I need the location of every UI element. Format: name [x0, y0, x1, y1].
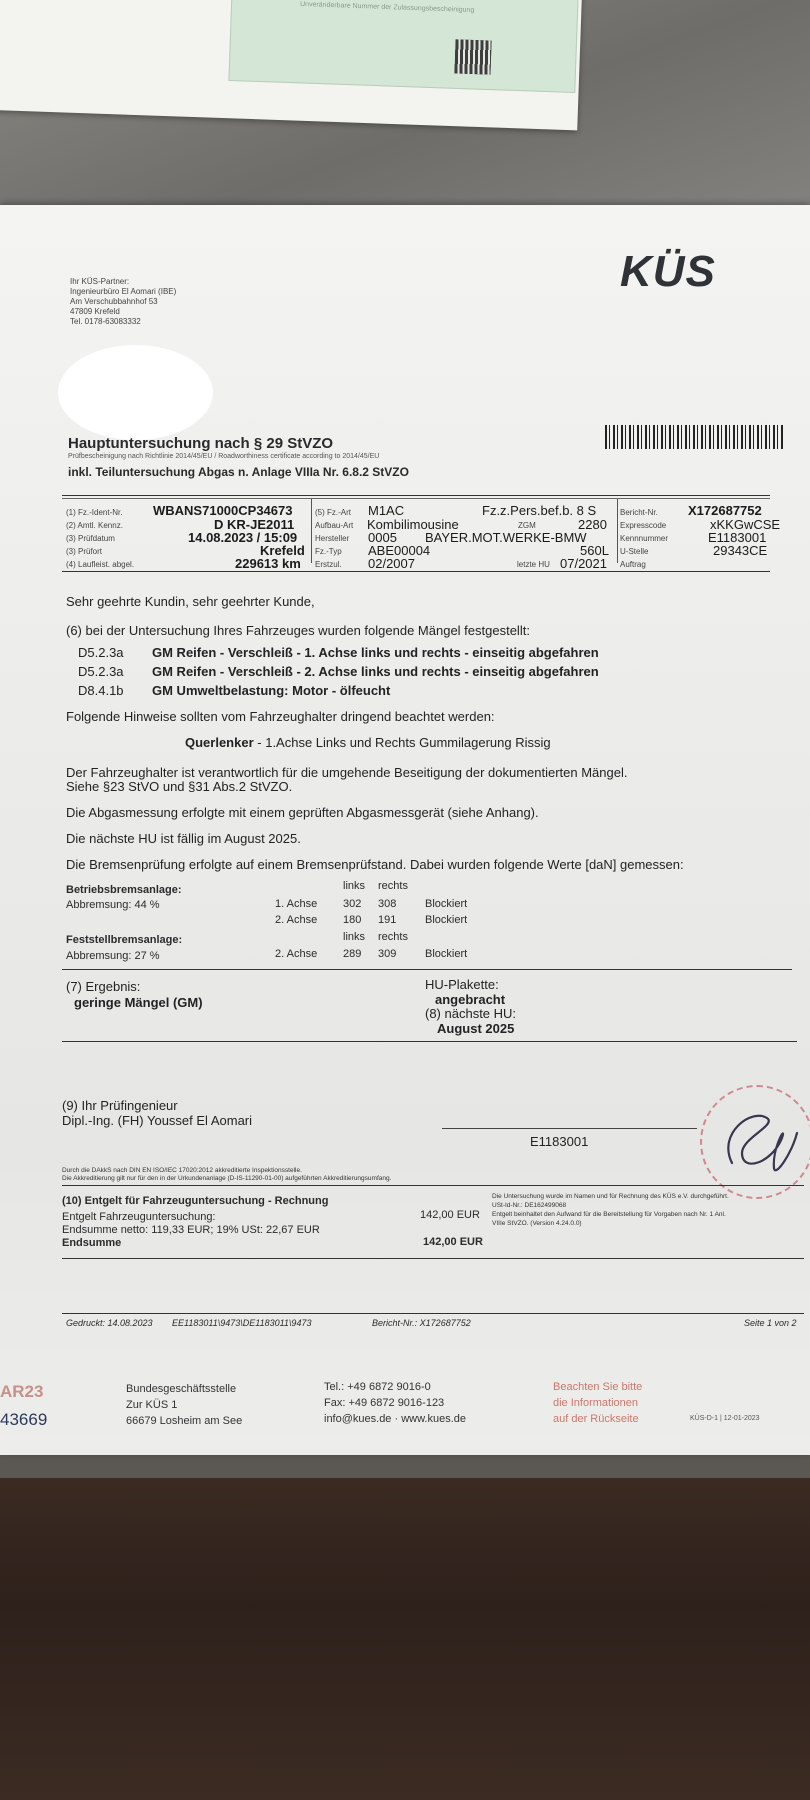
brake-col-left: links	[343, 931, 366, 943]
date-label: (3) Prüfdatum	[66, 534, 115, 543]
total-value: 142,00 EUR	[423, 1236, 483, 1248]
vehicle-type-value: ABE00004	[368, 543, 431, 558]
barcode-icon	[605, 425, 785, 449]
page-subtitle-2: inkl. Teiluntersuchung Abgas n. Anlage VIIIa Nr. 6.8.2 StVZO	[68, 465, 409, 479]
plate-value: D KR-JE2011	[214, 517, 295, 532]
invoice-title: (10) Entgelt für Fahrzeuguntersuchung - Rechnung	[62, 1195, 329, 1207]
parking-brake-title: Feststellbremsanlage:	[66, 934, 183, 946]
inspection-site-value: 29343CE	[713, 543, 768, 558]
plate-label: (2) Amtl. Kennz.	[66, 521, 123, 530]
divider	[62, 571, 770, 572]
divider	[62, 495, 770, 496]
signature-line	[442, 1128, 697, 1129]
manufacturer-name: BAYER.MOT.WERKE-BMW	[425, 530, 587, 545]
fee-label: Entgelt Fahrzeuguntersuchung:	[62, 1211, 216, 1223]
manufacturer-label: Hersteller	[315, 534, 350, 543]
mileage-value: 229613 km	[235, 556, 301, 571]
background-edge	[0, 1452, 810, 1478]
page-number: Seite 1 von 2	[744, 1318, 797, 1328]
footer-office: 66679 Losheim am See	[126, 1415, 243, 1427]
hint-line	[185, 735, 551, 750]
hint-detail: - 1.Achse Links und Rechts Gummilagerung Rissig	[253, 735, 551, 750]
mileage-label: (4) Laufleist. abgel.	[66, 560, 135, 569]
footer-office: Bundesgeschäftsstelle	[126, 1383, 237, 1395]
sender-line: Am Verschubbahnhof 53	[70, 297, 158, 306]
vehicle-class-label: (5) Fz.-Art	[315, 508, 351, 517]
express-code-label: Expresscode	[620, 521, 667, 530]
responsibility-line: Der Fahrzeughalter ist verantwortlich für die umgehende Beseitigung der dokumentierten Mängel.	[66, 765, 628, 780]
divider	[62, 1313, 804, 1314]
signature-icon	[712, 1093, 802, 1188]
engineer-label: (9) Ihr Prüfingenieur	[62, 1098, 178, 1113]
location-label: (3) Prüfort	[66, 547, 103, 556]
engineer-id: E1183001	[530, 1134, 589, 1149]
invoice-note: Entgelt beinhaltet den Aufwand für die Bereitstellung für Vorgaben nach Nr. 1 Anl.	[492, 1211, 726, 1218]
variant-value: 560L	[580, 543, 609, 558]
responsibility-line: Siehe §23 StVO und §31 Abs.2 StVZO.	[66, 779, 293, 794]
body-type-value: Kombilimousine	[367, 517, 459, 532]
sender-line: Ingenieurbüro El Aomari (IBE)	[70, 287, 177, 296]
brake-right-value: 191	[378, 914, 397, 926]
invoice-note: Die Untersuchung wurde im Namen und für Rechnung des KÜS e.V. durchgeführt.	[492, 1193, 729, 1200]
divider	[62, 498, 770, 499]
service-brake-title: Betriebsbremsanlage:	[66, 884, 182, 896]
print-report-no: Bericht-Nr.: X172687752	[372, 1318, 471, 1328]
net-summary: Endsumme netto: 119,33 EUR; 19% USt: 22,67 EUR	[62, 1224, 320, 1236]
result-value: geringe Mängel (GM)	[74, 995, 203, 1010]
divider	[62, 1258, 804, 1259]
divider	[62, 1185, 804, 1186]
footer-side-code: AR23	[0, 1382, 44, 1401]
redaction-blob	[58, 345, 213, 440]
defect-text: GM Reifen - Verschleiß - 2. Achse links und rechts - einseitig abgefahren	[152, 664, 599, 679]
id-number-label: Kennnummer	[620, 534, 669, 543]
divider	[62, 1041, 797, 1042]
service-brake-decel: Abbremsung: 44 %	[66, 899, 160, 911]
id-number-value: E1183001	[708, 530, 767, 545]
footer-side-zip: 43669	[0, 1410, 48, 1429]
first-registration-label: Erstzul.	[315, 560, 342, 569]
exhaust-note: Die Abgasmessung erfolgte mit einem geprüften Abgasmessgerät (siehe Anhang).	[66, 805, 539, 820]
location-value: Krefeld	[260, 543, 305, 558]
gross-weight-label: ZGM	[518, 521, 536, 530]
first-registration-value: 02/2007	[368, 556, 415, 571]
page-title: Hauptuntersuchung nach § 29 StVZO	[68, 435, 334, 452]
last-hu-label: letzte HU	[517, 560, 550, 569]
accreditation-line: Durch die DAkkS nach DIN EN ISO/IEC 17020:2012 akkreditierte Inspektionsstelle.	[62, 1167, 302, 1174]
hint-component: Querlenker	[185, 735, 254, 750]
report-no-label: Bericht-Nr.	[620, 508, 658, 517]
invoice-note: USt-Id-Nr.: DE162499068	[492, 1202, 567, 1209]
brake-left-value: 180	[343, 914, 362, 926]
defect-text: GM Reifen - Verschleiß - 1. Achse links und rechts - einseitig abgefahren	[152, 645, 599, 660]
defect-code: D5.2.3a	[78, 664, 124, 679]
defect-text: GM Umweltbelastung: Motor - ölfeucht	[152, 683, 391, 698]
brake-right-value: 309	[378, 948, 397, 960]
parking-brake-decel: Abbremsung: 27 %	[66, 950, 160, 962]
order-label: Auftrag	[620, 560, 646, 569]
brake-status: Blockiert	[425, 948, 468, 960]
brake-col-left: links	[343, 880, 366, 892]
divider	[617, 499, 618, 563]
footer-fax: Fax: +49 6872 9016-123	[324, 1397, 445, 1409]
seats-value: Fz.z.Pers.bef.b. 8 S	[482, 503, 597, 518]
plakette-value: angebracht	[435, 992, 506, 1007]
defects-intro: (6) bei der Untersuchung Ihres Fahrzeuges wurden folgende Mängel festgestellt:	[66, 623, 530, 638]
footer-tel: Tel.: +49 6872 9016-0	[324, 1381, 431, 1393]
page-subtitle: Prüfbescheinigung nach Richtlinie 2014/45/EU / Roadworthiness certificate according to 2014/45/EU	[68, 453, 380, 460]
footer-note: die Informationen	[553, 1397, 638, 1409]
result-label: (7) Ergebnis:	[66, 979, 141, 994]
sender-line: Ihr KÜS-Partner:	[70, 277, 130, 286]
defect-code: D8.4.1b	[78, 683, 124, 698]
date-value: 14.08.2023 / 15:09	[188, 530, 298, 545]
greeting: Sehr geehrte Kundin, sehr geehrter Kunde,	[66, 594, 315, 609]
inspection-site-label: U-Stelle	[620, 547, 649, 556]
print-codes: EE1183011\9473\DE1183011\9473	[172, 1318, 312, 1328]
manufacturer-code: 0005	[368, 530, 397, 545]
vin-label: (1) Fz.-Ident-Nr.	[66, 508, 123, 517]
brake-axle: 2. Achse	[275, 914, 318, 926]
divider	[62, 969, 792, 970]
brake-intro: Die Bremsenprüfung erfolgte auf einem Bremsenprüfstand. Dabei wurden folgende Werte [daN] gemessen:	[66, 857, 684, 872]
vin-value: WBANS71000CP34673	[153, 503, 293, 518]
next-hu-label: (8) nächste HU:	[425, 1006, 517, 1021]
defect-code: D5.2.3a	[78, 645, 124, 660]
form-number: KÜS-D-1 | 12-01-2023	[690, 1415, 760, 1422]
kues-logo: KÜS	[620, 247, 716, 296]
brake-col-right: rechts	[378, 931, 408, 943]
total-label: Endsumme	[62, 1237, 122, 1249]
body-type-label: Aufbau-Art	[315, 521, 354, 530]
gross-weight-value: 2280	[578, 517, 607, 532]
fee-value: 142,00 EUR	[420, 1209, 480, 1221]
brake-axle: 2. Achse	[275, 948, 318, 960]
inspection-document	[0, 205, 810, 1455]
sender-line: Tel. 0178-63083332	[70, 317, 141, 326]
brake-status: Blockiert	[425, 914, 468, 926]
brake-status: Blockiert	[425, 898, 468, 910]
plakette-label: HU-Plakette:	[425, 977, 499, 992]
brake-left-value: 289	[343, 948, 362, 960]
express-code-value: xKKGwCSE	[710, 517, 781, 532]
brake-right-value: 308	[378, 898, 397, 910]
footer-office: Zur KÜS 1	[126, 1399, 178, 1411]
brake-axle: 1. Achse	[275, 898, 318, 910]
footer-web: info@kues.de · www.kues.de	[324, 1413, 467, 1425]
footer-note: auf der Rückseite	[553, 1413, 639, 1425]
qr-code-icon	[454, 39, 491, 74]
accreditation-line: Die Akkreditierung gilt nur für den in der Urkundenanlage (D-IS-11290-01-00) aufgeführten Akkreditierungsumfang.	[62, 1175, 392, 1182]
background-green-card	[228, 0, 578, 93]
engineer-name: Dipl.-Ing. (FH) Youssef El Aomari	[62, 1113, 253, 1128]
last-hu-value: 07/2021	[560, 556, 607, 571]
sender-line: 47809 Krefeld	[70, 307, 120, 316]
brake-left-value: 302	[343, 898, 362, 910]
report-no-value: X172687752	[688, 503, 762, 518]
footer-note: Beachten Sie bitte	[553, 1381, 643, 1393]
background-table	[0, 1478, 810, 1800]
next-hu-value: August 2025	[437, 1021, 515, 1036]
next-hu-note: Die nächste HU ist fällig im August 2025.	[66, 831, 301, 846]
brake-col-right: rechts	[378, 880, 408, 892]
printed-date: Gedruckt: 14.08.2023	[66, 1318, 153, 1328]
hints-intro: Folgende Hinweise sollten vom Fahrzeughalter dringend beachtet werden:	[66, 709, 495, 724]
invoice-note: VIIIe StVZO. (Version 4.24.0.0)	[492, 1220, 582, 1227]
background-paper-text: Unveränderbare Nummer der Zulassungsbescheinigung	[299, 0, 475, 15]
vehicle-class-value: M1AC	[368, 503, 405, 518]
divider	[311, 499, 312, 563]
vehicle-type-label: Fz.-Typ	[315, 547, 342, 556]
